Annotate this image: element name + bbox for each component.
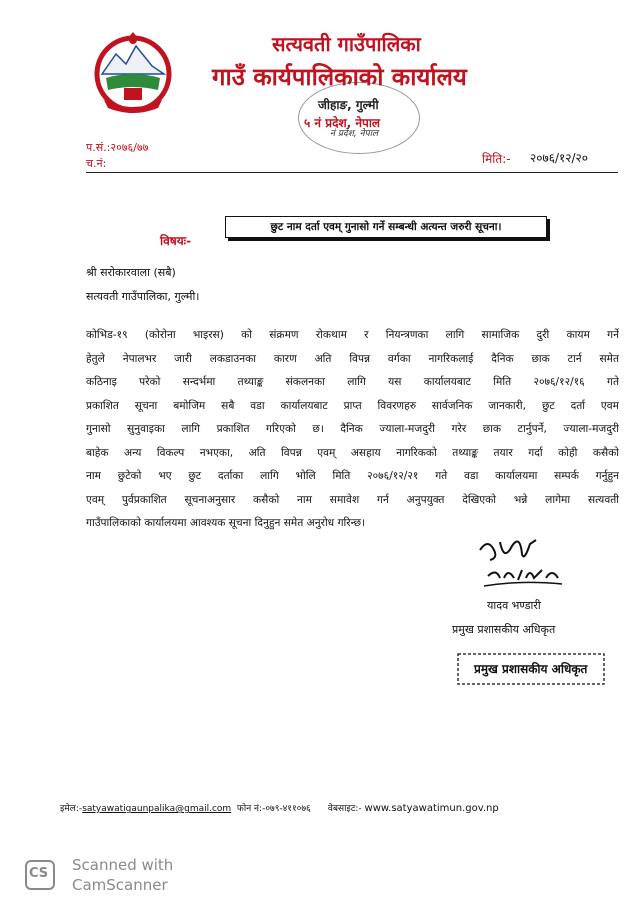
signer-name: यादव भण्डारी xyxy=(487,599,541,612)
seal-text: नं प्रदेश, नेपाल xyxy=(330,129,379,139)
office-location: जीहाङ, गुल्मी xyxy=(318,98,379,112)
body-line: गाउँपालिकाको कार्यालयमा आवश्यक सूचना दिनुहुन समेत अनुरोध गरिन्छ। xyxy=(86,517,366,529)
office-province: ५ नं प्रदेश, नेपाल xyxy=(304,116,381,130)
date-label: मिति:- xyxy=(482,152,511,166)
stamp-label: प्रमुख प्रशासकीय अधिकृत xyxy=(474,662,588,676)
nepal-emblem-logo xyxy=(92,30,174,118)
email-link[interactable]: satyawatigaunpalika@gmail.com xyxy=(82,804,232,814)
phone-number: ०७९-४११०७६ xyxy=(265,804,311,814)
body-line: बाहेक अन्य विकल्प नभएका, अति विपन्न एवम् असहाय नागरिकको तथ्याङ्क तयार गर्दा कोही कसैको xyxy=(86,446,619,459)
body-line: हेतुले नेपालभर जारी लकडाउनका कारण अति विपन्न वर्गका नागरिकलाई दैनिक छाक टार्न समेत xyxy=(86,352,619,365)
body-line: कोभिड-१९ (कोरोना भाइरस) को संक्रमण रोकथाम र नियन्त्रणका लागि सामाजिक दुरी कायम गर्ने xyxy=(86,329,619,341)
handwritten-signature xyxy=(470,532,580,592)
footer-contact xyxy=(60,801,620,814)
addressee-location: सत्यवती गाउँपालिका, गुल्मी। xyxy=(86,290,200,303)
watermark-line2: CamScanner xyxy=(72,876,168,894)
body-line: कठिनाइ परेको सन्दर्भमा तथ्याङ्क संकलनका लागि यस कार्यालयबाट मिति २०७६/१२/१६ गते xyxy=(86,376,619,388)
date-value: २०७६/१२/२० xyxy=(530,151,589,165)
body-line: प्रकाशित सूचना बमोजिम सबै वडा कार्यालयबाट प्राप्त विवरणहरु सार्वजनिक जानकारी, छुट दर्ता एवम xyxy=(86,399,619,412)
website-link[interactable]: www.satyawatimun.gov.np xyxy=(364,803,499,814)
subject-text: छुट नाम दर्ता एवम् गुनासो गर्ने सम्बन्धी अत्यन्त जरुरी सूचना। xyxy=(225,216,547,238)
notice-body xyxy=(86,324,619,536)
dispatch-number: च.नं: xyxy=(86,157,107,170)
subject-label: विषयः- xyxy=(160,234,192,248)
addressee-line: श्री सरोकारवाला (सबै) xyxy=(86,266,176,279)
reference-number: प.सं.:२०७६/७७ xyxy=(86,141,149,154)
email-label: इमेल:- xyxy=(60,804,83,814)
header-divider xyxy=(86,172,618,173)
signer-designation: प्रमुख प्रशासकीय अधिकृत xyxy=(452,623,556,636)
office-name: सत्यवती गाउँपालिका xyxy=(272,32,421,56)
body-line: एवम् पुर्वप्रकाशित सूचनाअनुसार कसैको नाम समावेश गर्न अनुपयुक्त देखिएको भन्ने लागेमा सत्यवती xyxy=(86,493,619,506)
website-label: वेबसाइट:- xyxy=(327,804,362,814)
body-line: गुनासो सुनुवाइका लागि प्रकाशित गरिएको छ। दैनिक ज्याला-मजदुरी गरेर छाक टार्नुपर्ने, ज्याला-मजदुरी xyxy=(86,423,619,435)
body-line: नाम छुटेको भए छुट दर्ताका लागि भोलि मिति २०७६/१२/२१ गते वडा कार्यालयमा सम्पर्क गर्नुहुन xyxy=(86,470,619,482)
camscanner-logo-text: CS xyxy=(29,866,49,881)
office-title: गाउँ कार्यपालिकाको कार्यालय xyxy=(212,63,467,91)
phone-label: फोन नं:- xyxy=(236,804,266,814)
watermark-line1: Scanned with xyxy=(72,856,174,874)
